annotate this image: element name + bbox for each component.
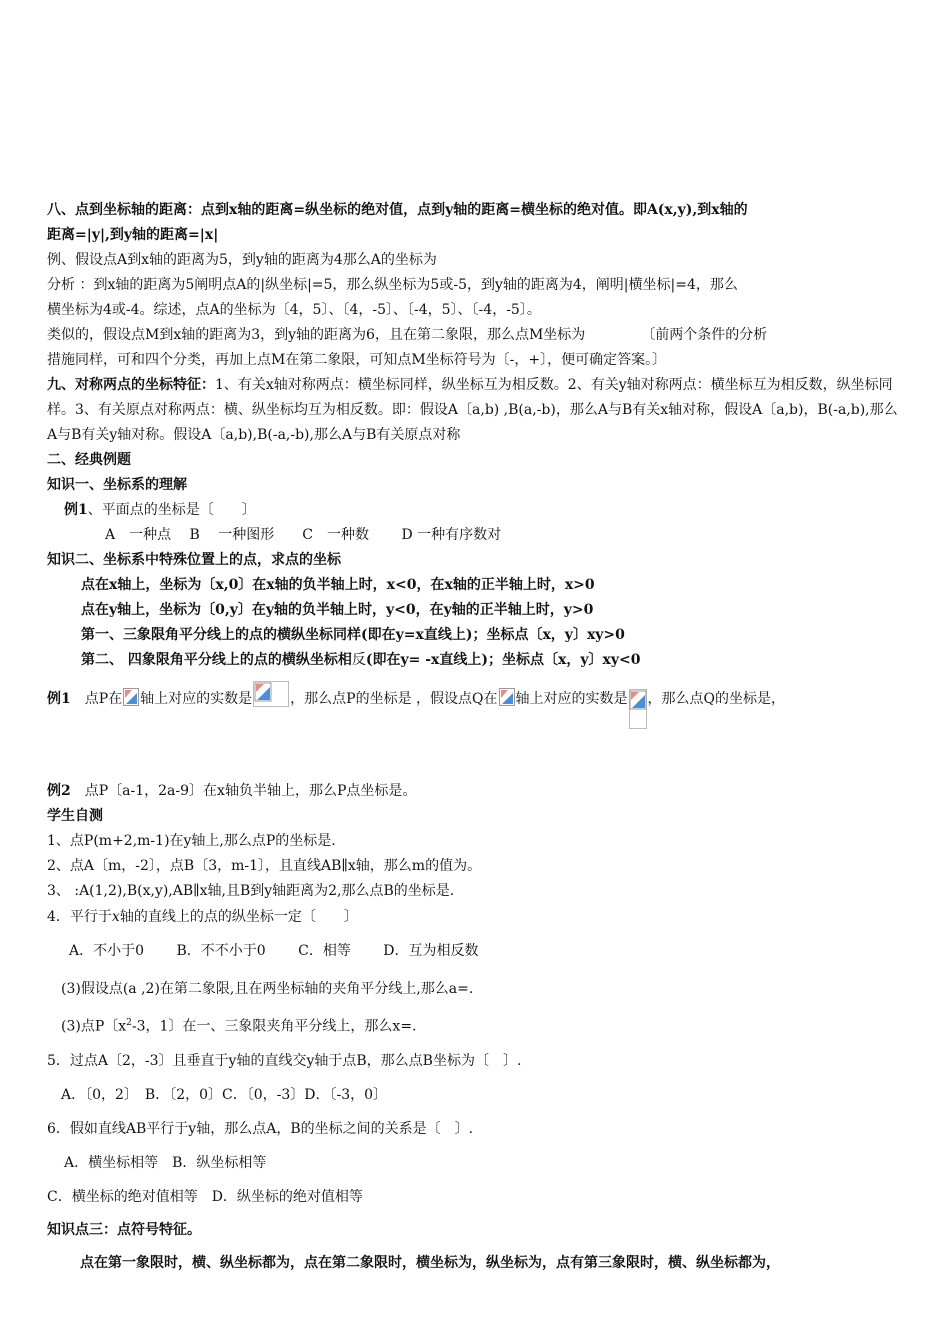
q3c-sup: 2 [126,1018,132,1028]
q4-text-a: 4．平行于 [47,909,112,925]
broken-image-icon [629,689,647,729]
self-test-q2: 2、点A〔m，-2〕，点B〔3，m-1〕，且直线AB∥x轴，那么m的值为。 [47,858,482,874]
similar-line2: 措施同样，可和四个分类，再加上点M在第二象限，可知点M坐标符号为〔-，+〕，便可确定答案。〕 [47,352,667,368]
knowledge1-title: 知识一、坐标系的理解 [47,477,187,493]
self-test-q4-options: A．不小于0 B．不不小于0 C．相等 D．互为相反数 [69,943,479,959]
example2-label: 例2 [47,783,71,799]
self-test-q6-options-a: A．横坐标相等 B．纵坐标相等 [64,1154,267,1171]
section9-text: 1、有关x轴对称两点：横坐标同样，纵坐标互为相反数。2、有关y轴对称两点：横坐标互为相反数，纵坐标同样。3、有关原点对称两点：横、纵坐标均互为相反数。即：假设A〔a,b) ,B(a,-b)，那么A与B有关x轴对称，假设A〔a,b)，B(-a,b),那么A与B有关y轴对称。假设A〔a,b),B(-a,-b),那么A与B有关原点对称 [47,377,898,443]
knowledge2-line4 [47,648,907,673]
q3c-text-b: -3，1〕在一、三象限夹角平分线上，那么x=. [131,1018,417,1035]
self-test-q4 [47,904,907,930]
knowledge2-line3: 第一、三象限角平分线上的点的横纵坐标同样(即在y=x直线上)；坐标点〔x，y〕xy>0 [81,627,625,643]
knowledge2-line4-a: 第二、 四象限角平分线上的点的横纵坐标相 [81,652,352,668]
knowledge3-title: 知识点三：点符号特征。 [47,1221,201,1238]
example1-text3: ，那么点P的坐标是 ，假设点Q在 [290,691,498,707]
knowledge1-example-label: 例1 [64,502,88,518]
knowledge1-options: A 一种点 B 一种图形 C 一种数 D 一种有序数对 [105,527,502,543]
self-test-q1: 1、点P(m+2,m-1)在y轴上,那么点P的坐标是. [47,833,336,849]
section8-line2: 距离=|y|,到y轴的距离=|x| [47,227,219,243]
example1-label: 例1 [47,691,71,707]
knowledge2-title: 知识二、坐标系中特殊位置上的点，求点的坐标 [47,552,341,568]
knowledge2-line1: 点在x轴上，坐标为〔x,0〕在x轴的负半轴上时，x<0，在x轴的正半轴上时，x>0 [81,577,595,593]
similar-line1 [47,323,907,348]
example1-text2: 轴上对应的实数是 [140,691,253,707]
knowledge2-line4-c: (即在y= -x直线上)；坐标点〔x，y〕xy<0 [365,652,641,668]
self-test-q3b: (3)假设点(a ,2)在第二象限,且在两坐标轴的夹角平分线上,那么a=. [61,981,474,997]
broken-image-icon [499,688,515,706]
example-question: 例、假设点A到x轴的距离为5，到y轴的距离为4那么A的坐标为 [47,252,437,268]
self-test-q6: 6．假如直线AB平行于y轴，那么点A，B的坐标之间的关系是〔 〕. [47,1120,474,1137]
q3c-text-a: (3)点P〔x [61,1018,127,1035]
self-test-title: 学生自测 [47,808,103,824]
broken-image-icon [253,681,289,707]
broken-image-icon [123,688,139,706]
q4-text-b: 轴的直线上的点的纵坐标一定〔 〕 [119,909,358,925]
self-test-q3c [47,1006,907,1044]
section9-title: 九、对称两点的坐标特征： [47,377,215,393]
section8-line1: 八、点到坐标轴的距离：点到x轴的距离=纵坐标的绝对值，点到y轴的距离=横坐标的绝对值。即A(x,y),到x轴的 [47,202,748,218]
self-test-q6-options-b: C．横坐标的绝对值相等 D．纵坐标的绝对值相等 [47,1188,363,1205]
example1-line [47,681,907,729]
document-page [47,198,907,1280]
example2-text: 点P〔a-1，2a-9〕在x轴负半轴上，那么P点坐标是。 [70,783,417,799]
analysis-line1: 分析 ：到x轴的距离为5阐明点A的|纵坐标|=5，那么纵坐标为5或-5，到y轴的距离为4，阐明|横坐标|=4，那么 [47,277,738,293]
section9-paragraph [47,373,907,448]
section2-title: 二、经典例题 [47,452,131,468]
self-test-q3: 3、 :A(1,2),B(x,y),AB∥x轴,且B到y轴距离为2,那么点B的坐标是. [47,883,455,899]
q4-x: x [111,909,120,925]
similar-text-b: 〔前两个条件的分析 [641,327,768,343]
knowledge2-line4-b: 反 [351,652,366,668]
example2-line [47,779,907,804]
knowledge1-example [47,498,907,523]
similar-text-a: 类似的，假设点M到x轴的距离为3，到y轴的距离为6，且在第二象限，那么点M坐标为 [47,327,586,343]
spacer [47,729,907,779]
knowledge3-text: 点在第一象限时，横、纵坐标都为，点在第二象限时，横坐标为，纵坐标为，点有第三象限时，横、纵坐标都为， [80,1254,780,1271]
self-test-q5-options: A．〔0，2〕 B．〔2，0〕C．〔0，-3〕D．〔-3，0〕 [61,1086,388,1103]
analysis-line2: 横坐标为4或-4。综述，点A的坐标为〔4，5〕、〔4，-5〕、〔-4，5〕、〔-4，-5〕。 [47,302,541,318]
self-test-q5: 5．过点A〔2，-3〕且垂直于y轴的直线交y轴于点B，那么点B坐标为〔 〕. [47,1052,522,1069]
example1-text5: ，那么点Q的坐标是， [647,691,786,707]
knowledge1-example-text: 、平面点的坐标是〔 〕 [87,502,256,518]
knowledge2-line2: 点在y轴上，坐标为〔0,y〕在y轴的负半轴上时，y<0，在y轴的正半轴上时，y>0 [81,602,594,618]
example1-text1: 点P在 [70,691,123,707]
example1-text4: 轴上对应的实数是 [515,691,628,707]
